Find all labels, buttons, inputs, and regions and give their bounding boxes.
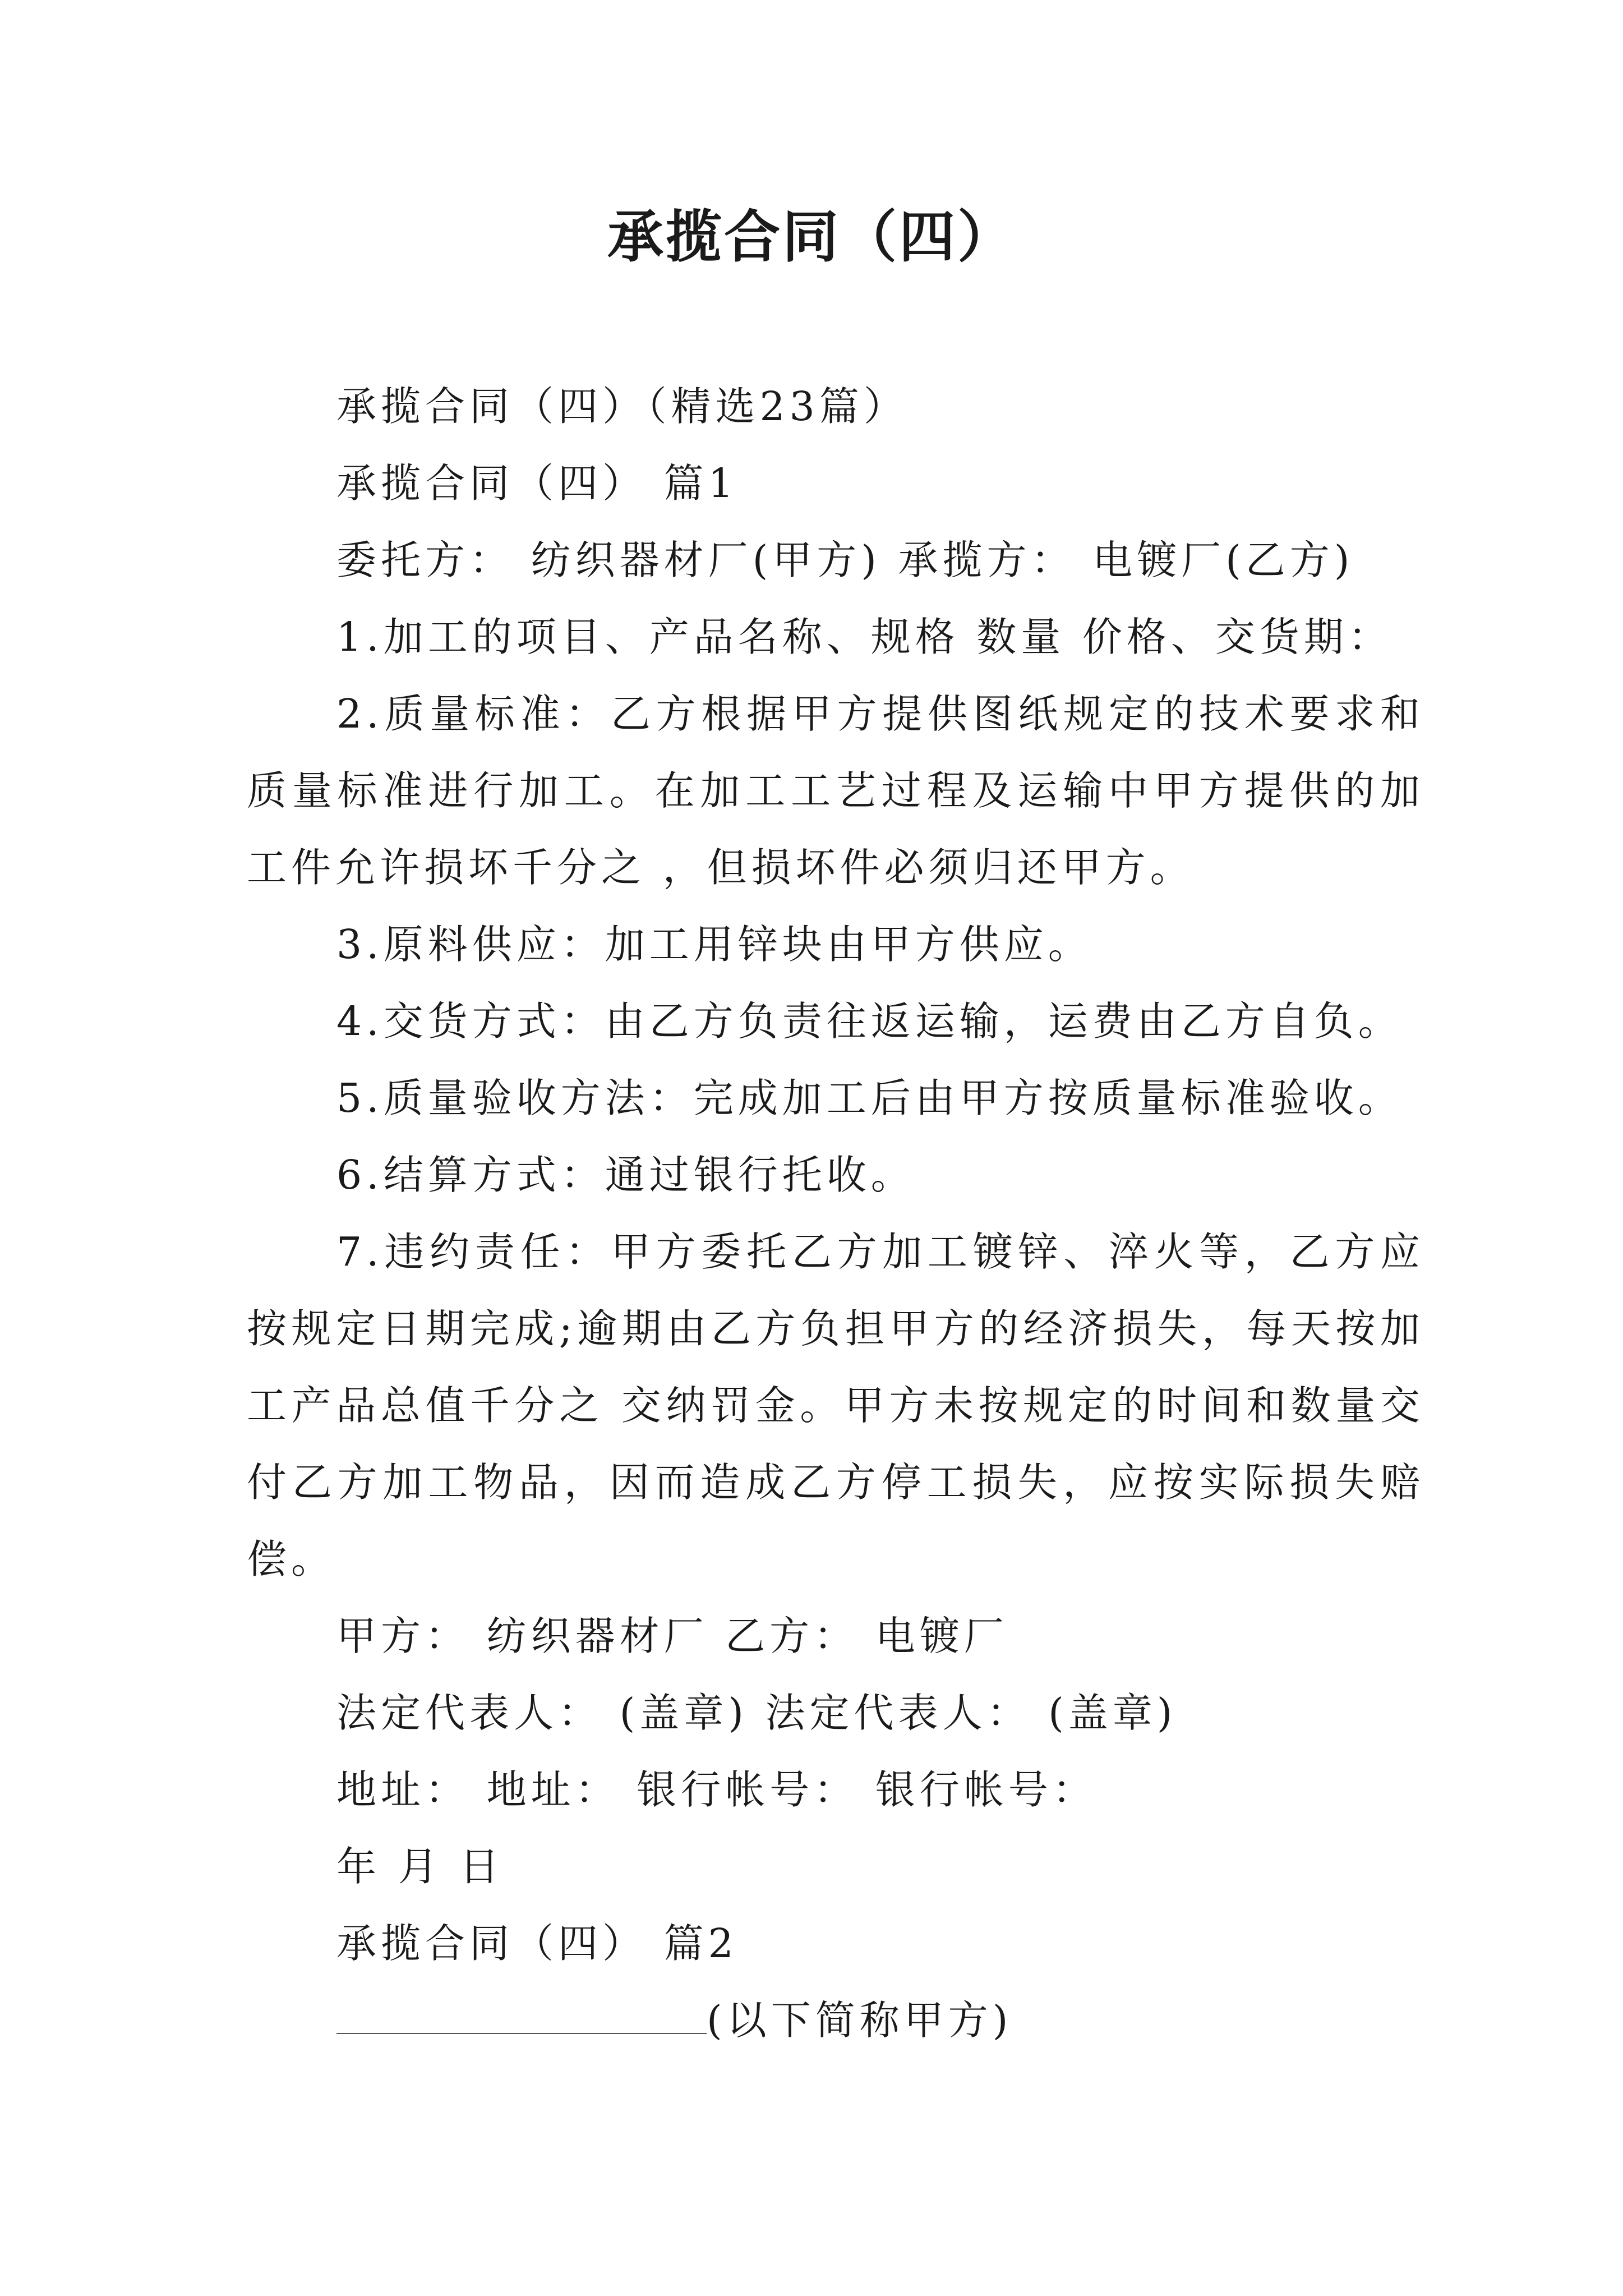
blank-underline [336, 1999, 707, 2034]
subtitle-line: 承揽合同（四）（精选23篇） [336, 383, 908, 430]
legal-representatives: 法定代表人： (盖章) 法定代表人： (盖章) [336, 1690, 1177, 1736]
parties-line: 委托方： 纺织器材厂(甲方) 承揽方： 电镀厂(乙方) [336, 537, 1354, 583]
section-heading: 承揽合同（四） 篇1 [336, 460, 738, 507]
party-a-label: (以下简称甲方) [707, 1997, 1013, 2044]
clause-4: 4.交货方式：由乙方负责往返运输，运费由乙方自负。 [336, 998, 1403, 1045]
signatory-parties: 甲方： 纺织器材厂 乙方： 电镀厂 [336, 1613, 1008, 1659]
address-bank-line: 地址： 地址： 银行帐号： 银行帐号： [336, 1766, 1097, 1813]
page-title: 承揽合同（四） [607, 204, 1016, 270]
section-heading-2: 承揽合同（四） 篇2 [336, 1920, 738, 1967]
document-body [247, 368, 1424, 2059]
clause-6: 6.结算方式：通过银行托收。 [336, 1152, 915, 1198]
date-line: 年 月 日 [336, 1843, 504, 1890]
clause-7: 7.违约责任：甲方委托乙方加工镀锌、淬火等，乙方应按规定日期完成;逾期由乙方负担甲方的经济损失，每天按加工产品总值千分之 交纳罚金。甲方未按规定的时间和数量交付乙方加工物品，因而造成乙方停工损失，应按实际损失赔偿。 [247, 1228, 1424, 1582]
clause-5: 5.质量验收方法：完成加工后由甲方按质量标准验收。 [336, 1075, 1403, 1121]
clause-1: 1.加工的项目、产品名称、规格 数量 价格、交货期： [336, 614, 1393, 660]
party-a-line [247, 1982, 1424, 2059]
clause-2: 2.质量标准：乙方根据甲方提供图纸规定的技术要求和质量标准进行加工。在加工工艺过程及运输中甲方提供的加工件允许损坏千分之 ，但损坏件必须归还甲方。 [247, 691, 1424, 891]
clause-3: 3.原料供应：加工用锌块由甲方供应。 [336, 921, 1092, 968]
